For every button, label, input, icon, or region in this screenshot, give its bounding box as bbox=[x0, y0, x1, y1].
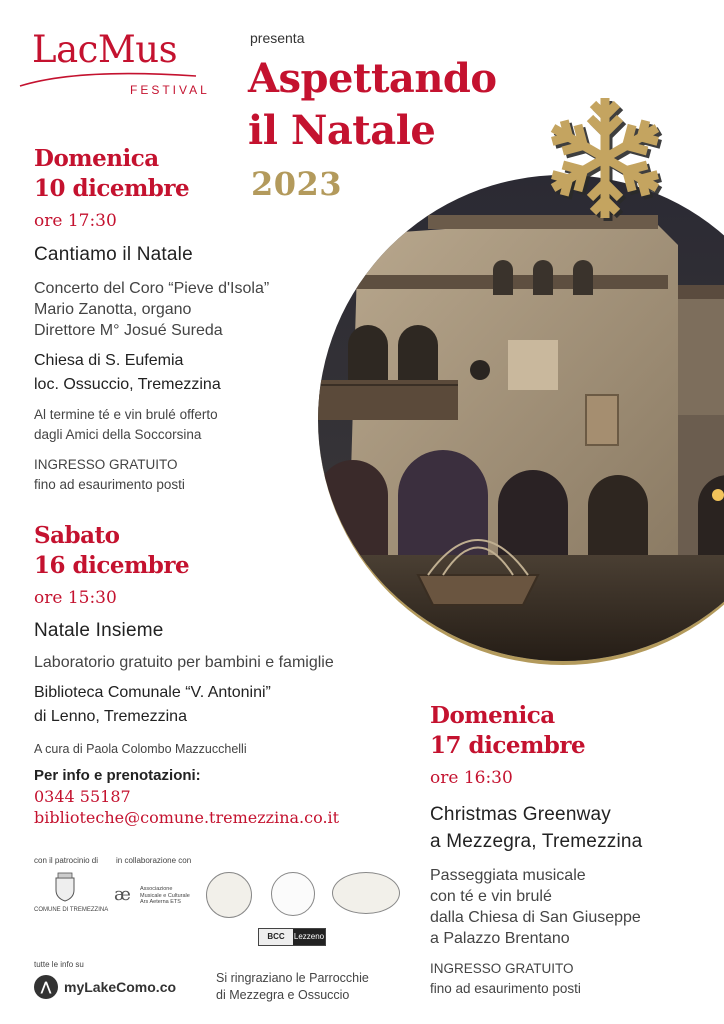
mylakecomo-icon: ⋀ bbox=[34, 975, 58, 999]
thanks-line: Si ringraziano le Parrocchie bbox=[216, 971, 369, 985]
assoc-line: Associazione bbox=[140, 886, 173, 892]
comune-tremezzina-logo bbox=[34, 872, 109, 918]
ae-glyph-icon: æ bbox=[114, 884, 131, 905]
event-3-date: 17 dicembre bbox=[430, 732, 586, 759]
event-2-desc: Laboratorio gratuito per bambini e famiglie bbox=[34, 654, 334, 671]
event-3-day: Domenica bbox=[430, 702, 555, 729]
logo-main: LacMus bbox=[32, 28, 178, 71]
event-1-place-line: Chiesa di S. Eufemia bbox=[34, 352, 184, 369]
mylakecomo-logo[interactable] bbox=[34, 974, 176, 1000]
bcc-logo bbox=[258, 928, 326, 946]
event-1-title: Cantiamo il Natale bbox=[34, 244, 193, 265]
event-2-place-line: di Lenno, Tremezzina bbox=[34, 708, 187, 725]
event-1-desc-line: Concerto del Coro “Pieve d'Isola” bbox=[34, 280, 270, 297]
lezzeno-label: Lezzeno bbox=[293, 929, 325, 945]
patrocinio-label: con il patrocinio di bbox=[34, 856, 99, 865]
event-2-email[interactable]: biblioteche@comune.tremezzina.co.it bbox=[34, 808, 340, 827]
event-2-curator: A cura di Paola Colombo Mazzucchelli bbox=[34, 742, 247, 756]
event-1-entry-line: fino ad esaurimento posti bbox=[34, 477, 185, 492]
sponsor-seal-2 bbox=[271, 872, 315, 916]
event-1-desc-line: Direttore M° Josué Sureda bbox=[34, 322, 223, 339]
comune-name: COMUNE DI TREMEZZINA bbox=[34, 907, 109, 913]
event-3-desc-line: con té e vin brulé bbox=[430, 888, 552, 905]
title-line-1: Aspettando bbox=[248, 55, 497, 102]
event-3 bbox=[430, 702, 720, 999]
event-1-place-line: loc. Ossuccio, Tremezzina bbox=[34, 376, 221, 393]
ars-aeterna-logo bbox=[114, 884, 204, 908]
sponsor-seal-3 bbox=[332, 872, 400, 914]
lacmus-logo bbox=[18, 28, 228, 98]
event-1-day: Domenica bbox=[34, 145, 159, 172]
event-3-time: ore 16:30 bbox=[430, 768, 513, 788]
event-3-desc-line: Passeggiata musicale bbox=[430, 867, 586, 884]
sponsor-seal-1 bbox=[206, 872, 252, 918]
info-su-label: tutte le info su bbox=[34, 960, 84, 969]
event-2-place-line: Biblioteca Comunale “V. Antonini” bbox=[34, 684, 271, 701]
bcc-label: BCC bbox=[259, 929, 293, 945]
event-3-desc-line: a Palazzo Brentano bbox=[430, 930, 570, 947]
assoc-line: Musicale e Culturale bbox=[140, 892, 190, 899]
thanks-line: di Mezzegra e Ossuccio bbox=[216, 988, 350, 1002]
event-1-note-line: dagli Amici della Soccorsina bbox=[34, 427, 202, 442]
title-year: 2023 bbox=[251, 165, 343, 203]
event-1 bbox=[34, 145, 334, 495]
mylakecomo-site: myLakeComo.co bbox=[64, 979, 177, 995]
event-1-time: ore 17:30 bbox=[34, 211, 117, 231]
collaborazione-label: in collaborazione con bbox=[116, 856, 192, 865]
presenta-label: presenta bbox=[250, 30, 305, 46]
event-3-title-line: a Mezzegra, Tremezzina bbox=[430, 831, 643, 852]
event-3-desc-line: dalla Chiesa di San Giuseppe bbox=[430, 909, 641, 926]
event-1-date: 10 dicembre bbox=[34, 175, 190, 202]
thanks-note bbox=[216, 970, 369, 1004]
event-3-entry-line: INGRESSO GRATUITO bbox=[430, 961, 574, 976]
event-1-note-line: Al termine té e vin brulé offerto bbox=[34, 407, 218, 422]
event-3-title-line: Christmas Greenway bbox=[430, 804, 611, 825]
logo-festival: FESTIVAL bbox=[130, 83, 210, 97]
event-1-desc-line: Mario Zanotta, organo bbox=[34, 301, 192, 318]
title-line-2: il Natale bbox=[248, 107, 436, 154]
assoc-line: Ars Aeterna ETS bbox=[140, 899, 181, 905]
event-3-entry-line: fino ad esaurimento posti bbox=[430, 981, 581, 996]
event-2-date: 16 dicembre bbox=[34, 552, 190, 579]
event-1-entry-line: INGRESSO GRATUITO bbox=[34, 457, 178, 472]
event-2-info-label: Per info e prenotazioni: bbox=[34, 767, 201, 784]
event-2-time: ore 15:30 bbox=[34, 588, 117, 608]
snowflake-icon bbox=[535, 88, 675, 228]
nativity-photo bbox=[318, 175, 724, 665]
nativity-scene-illustration bbox=[318, 175, 724, 665]
event-2-day: Sabato bbox=[34, 522, 120, 549]
event-2-title: Natale Insieme bbox=[34, 620, 164, 641]
coat-of-arms-icon bbox=[54, 872, 76, 902]
event-2-phone[interactable]: 0344 55187 bbox=[34, 787, 131, 806]
event-2 bbox=[34, 522, 374, 828]
